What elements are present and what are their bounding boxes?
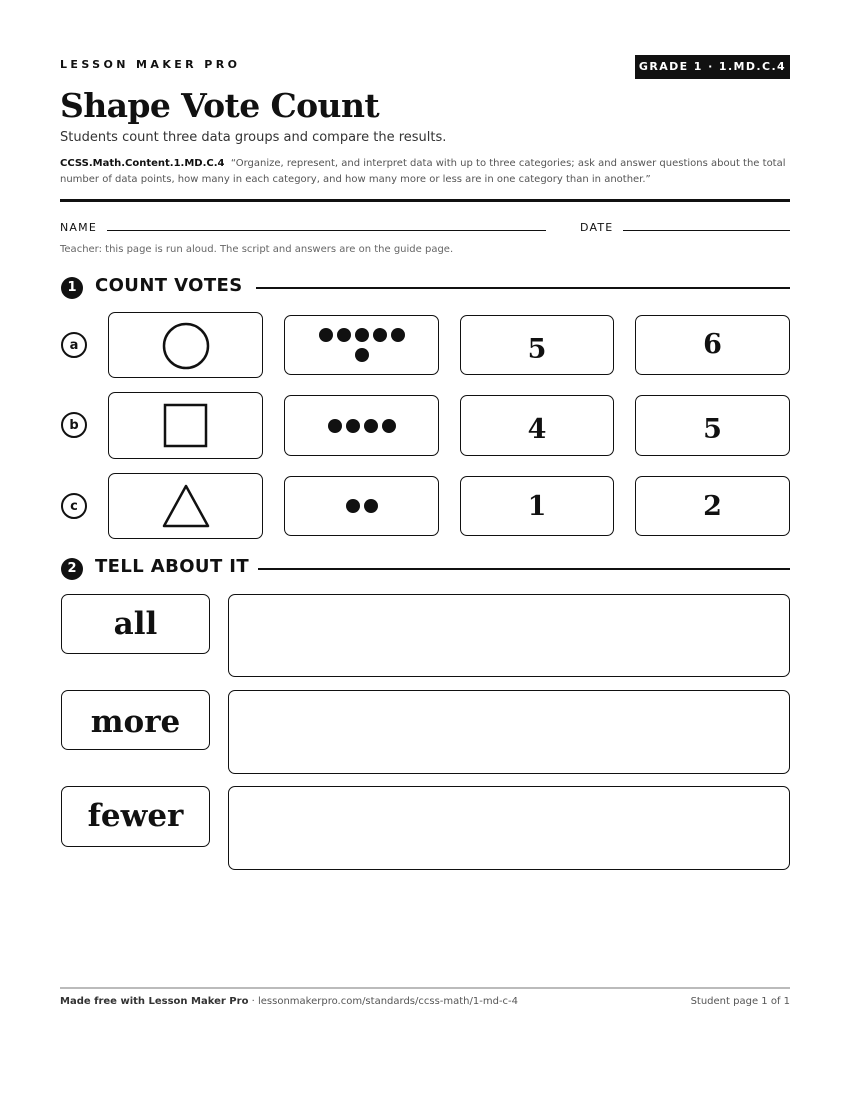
footer-made-with: Made free with Lesson Maker Pro [60, 996, 249, 1007]
tally-dot [355, 348, 369, 362]
tally-dot [337, 328, 351, 342]
shape-card-b [108, 392, 263, 459]
answer-box-all[interactable] [228, 594, 790, 677]
brand-name: LESSON MAKER PRO [60, 58, 241, 71]
section-2-title: TELL ABOUT IT [95, 556, 250, 577]
standard-description [60, 156, 790, 188]
tally-dot [382, 419, 396, 433]
answer-box-more[interactable] [228, 690, 790, 774]
section-1-number: 1 [61, 277, 83, 299]
name-field[interactable] [107, 230, 546, 231]
tally-dot [373, 328, 387, 342]
answer-choice-b-2[interactable]: 5 [635, 395, 790, 456]
shape-card-c [108, 473, 263, 539]
shape-card-a [108, 312, 263, 378]
section-2-divider [258, 568, 790, 570]
grade-badge: GRADE 1 · 1.MD.C.4 [635, 55, 790, 79]
word-card-all: all [61, 594, 210, 654]
triangle-icon [109, 474, 261, 537]
footer-page-number: Student page 1 of 1 [690, 996, 790, 1007]
word-card-more: more [61, 690, 210, 750]
standard-code: CCSS.Math.Content.1.MD.C.4 [60, 158, 225, 169]
row-letter-b: b [61, 412, 87, 438]
tally-dot [319, 328, 333, 342]
answer-choice-a-2[interactable]: 6 [635, 315, 790, 375]
name-label: NAME [60, 221, 97, 234]
tally-dot [364, 419, 378, 433]
tally-dot [391, 328, 405, 342]
answer-choice-c-2[interactable]: 2 [635, 476, 790, 536]
date-field[interactable] [623, 230, 790, 231]
tally-dot [328, 419, 342, 433]
answer-choice-b-1[interactable]: 4 [460, 395, 614, 456]
footer-divider [60, 987, 790, 989]
tally-card-b [284, 395, 439, 456]
teacher-note: Teacher: this page is run aloud. The script and answers are on the guide page. [60, 244, 454, 255]
tally-card-a [284, 315, 439, 375]
answer-choice-a-1[interactable]: 5 [460, 315, 614, 375]
tally-card-c [284, 476, 439, 536]
footer-credit [60, 996, 518, 1007]
square-icon [109, 393, 261, 457]
row-letter-c: c [61, 493, 87, 519]
answer-choice-c-1[interactable]: 1 [460, 476, 614, 536]
page-subtitle: Students count three data groups and compare the results. [60, 130, 447, 145]
tally-dot [346, 499, 360, 513]
footer-url[interactable]: · lessonmakerpro.com/standards/ccss-math/1-md-c-4 [248, 996, 519, 1007]
tally-dot [346, 419, 360, 433]
answer-box-fewer[interactable] [228, 786, 790, 870]
section-1-title: COUNT VOTES [95, 275, 243, 296]
date-label: DATE [580, 221, 614, 234]
page-title: Shape Vote Count [60, 86, 379, 125]
section-2-number: 2 [61, 558, 83, 580]
standard-text: “Organize, represent, and interpret data with up to three categories; ask and answer questions about the total number of data points, how many in each category, and how many more or less are in one category than in another.” [60, 158, 786, 185]
tally-dot [364, 499, 378, 513]
header-divider [60, 199, 790, 202]
circle-icon [109, 313, 261, 376]
word-card-fewer: fewer [61, 786, 210, 847]
section-1-divider [256, 287, 790, 289]
row-letter-a: a [61, 332, 87, 358]
tally-dot [355, 328, 369, 342]
